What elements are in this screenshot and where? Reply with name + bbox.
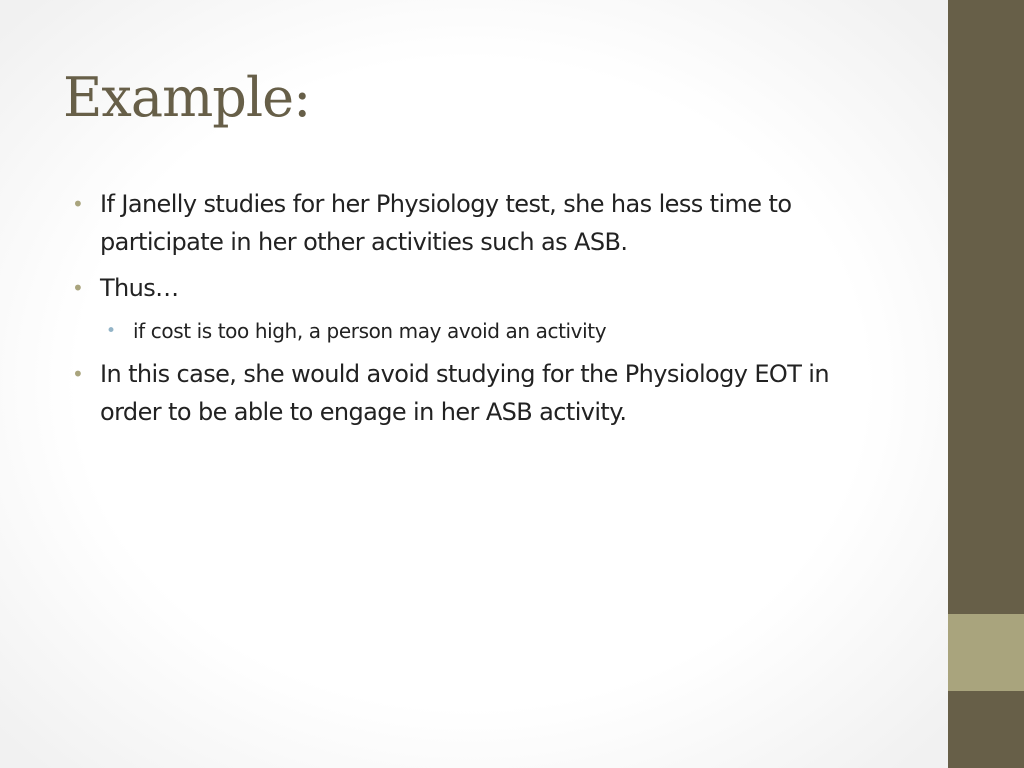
bullet-item: [72, 355, 892, 431]
sub-bullet-marker: •: [106, 321, 116, 341]
sub-bullet-item: [106, 315, 892, 347]
sub-bullet-text: if cost is too high, a person may avoid an activity: [133, 319, 607, 343]
bullet-marker: •: [72, 362, 84, 386]
bullet-marker: •: [72, 276, 84, 300]
bullet-text: If Janelly studies for her Physiology test, she has less time to participate in her other activities such as ASB.: [100, 190, 792, 256]
slide-title: Example:: [63, 66, 311, 129]
bullet-item: [72, 185, 892, 261]
bullet-text: Thus…: [100, 274, 179, 302]
bullet-text: In this case, she would avoid studying for the Physiology EOT in order to be able to engage in her ASB activity.: [100, 360, 829, 426]
decorative-side-accent: [948, 614, 1024, 691]
bullet-marker: •: [72, 192, 84, 216]
slide-content: [72, 185, 892, 439]
bullet-item: [72, 269, 892, 307]
